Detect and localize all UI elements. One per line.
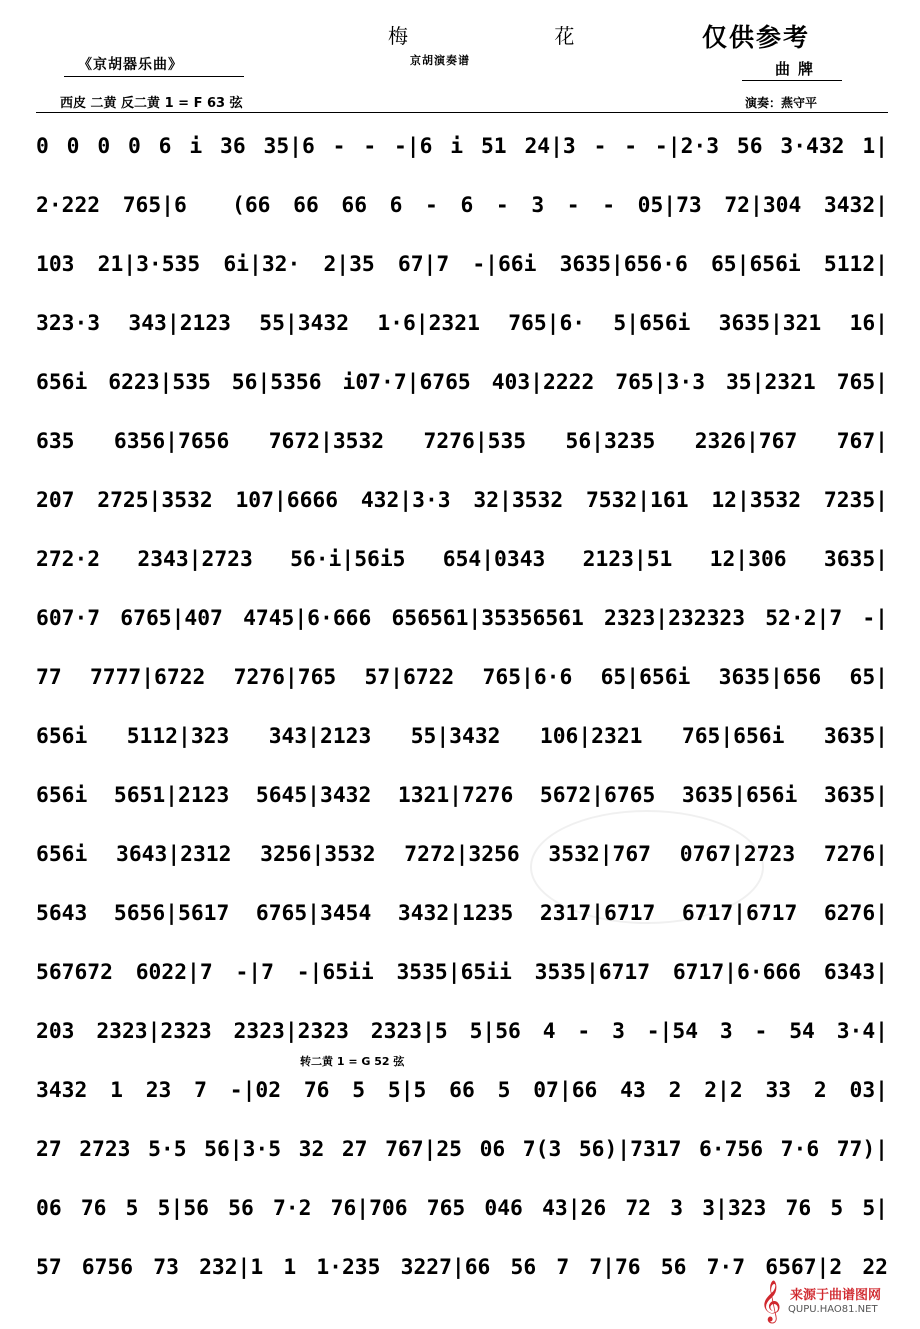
- notation-line-text: 57 6756 73 232|1 1 1·235 3227|66 56 7 7|76 56 7·7 6567|2 22: [36, 1255, 888, 1280]
- notation-line-text: 656i 5651|2123 5645|3432 1321|7276 5672|6765 3635|656i 3635|: [36, 783, 888, 808]
- notation-line: [36, 1076, 888, 1106]
- collection-name: 《京胡器乐曲》: [78, 57, 183, 73]
- notation-line-text: 0 0 0 0 6 i 36 35|6 - - -|6 i 51 24|3 - - -|2·3 56 3·432 1|: [36, 134, 888, 159]
- notation-line: [36, 309, 888, 339]
- notation-line: [36, 250, 888, 280]
- reference-note: 仅供参考: [702, 23, 811, 52]
- notation-line-text: 27 2723 5·5 56|3·5 32 27 767|25 06 7(3 56)|7317 6·756 7·6 77)|: [36, 1137, 888, 1162]
- genre-label: 曲牌: [775, 60, 822, 78]
- notation-line-text: 635 6356|7656 7672|3532 7276|535 56|3235 2326|767 767|: [36, 429, 888, 454]
- notation-line-text: 323·3 343|2123 55|3432 1·6|2321 765|6· 5|656i 3635|321 16|: [36, 311, 888, 336]
- notation-line: [36, 1017, 888, 1047]
- notation-line: [36, 427, 888, 457]
- notation-line-text: 3432 1 23 7 -|02 76 5 5|5 66 5 07|66 43 2 2|2 33 2 03|: [36, 1078, 888, 1103]
- notation-line-text: 207 2725|3532 107|6666 432|3·3 32|3532 7532|161 12|3532 7235|: [36, 488, 888, 513]
- notation-line-text: 2·222 765|6 (66 66 66 6 - 6 - 3 - - 05|73 72|304 3432|: [36, 193, 888, 218]
- performer-credit: 演奏：燕守平: [745, 96, 818, 110]
- music-note-icon: 𝄞: [760, 1281, 782, 1322]
- notation-line-text: 272·2 2343|2723 56·i|56i5 654|0343 2123|51 12|306 3635|: [36, 547, 888, 572]
- notation-line: [36, 191, 888, 221]
- notation-line-text: 103 21|3·535 6i|32· 2|35 67|7 -|66i 3635|656·6 65|656i 5112|: [36, 252, 888, 277]
- notation-line: [36, 1135, 888, 1165]
- notation-line: [36, 781, 888, 811]
- notation-line: [36, 1253, 888, 1283]
- notation-line-text: 203 2323|2323 2323|2323 2323|5 5|56 4 - 3 -|54 3 - 54 3·4|: [36, 1019, 888, 1044]
- header-rule: [36, 112, 888, 113]
- footer-source-text: 来源于曲谱图网: [790, 1288, 882, 1303]
- collection-underline: [64, 76, 244, 77]
- key-change-label: 转二黄 1 = G 52 弦: [300, 1055, 405, 1068]
- notation-line: [36, 899, 888, 929]
- site-footer[interactable]: [760, 1282, 910, 1324]
- footer-url[interactable]: QUPU.HAO81.NET: [788, 1304, 878, 1315]
- notation-line-text: 06 76 5 5|56 56 7·2 76|706 765 046 43|26 72 3 3|323 76 5 5|: [36, 1196, 888, 1221]
- notation-line-text: 77 7777|6722 7276|765 57|6722 765|6·6 65|656i 3635|656 65|: [36, 665, 888, 690]
- notation-line-text: 567672 6022|7 -|7 -|65ii 3535|65ii 3535|6717 6717|6·666 6343|: [36, 960, 888, 985]
- key-signature-info: 西皮 二黄 反二黄 1 = F 63 弦: [60, 96, 243, 111]
- notation-line-text: 656i 3643|2312 3256|3532 7272|3256 3532|767 0767|2723 7276|: [36, 842, 888, 867]
- notation-line: [36, 663, 888, 693]
- score-subtitle: 京胡演奏谱: [410, 54, 470, 67]
- notation-line: [36, 722, 888, 752]
- notation-line-text: 656i 6223|535 56|5356 i07·7|6765 403|2222 765|3·3 35|2321 765|: [36, 370, 888, 395]
- notation-line: [36, 545, 888, 575]
- score-title: 梅 花: [388, 24, 645, 48]
- notation-line-text: 5643 5656|5617 6765|3454 3432|1235 2317|6717 6717|6717 6276|: [36, 901, 888, 926]
- notation-line: [36, 132, 888, 162]
- notation-line: [36, 368, 888, 398]
- notation-line: [36, 486, 888, 516]
- notation-line-text: 656i 5112|323 343|2123 55|3432 106|2321 765|656i 3635|: [36, 724, 888, 749]
- notation-line: [36, 1194, 888, 1224]
- notation-line: [36, 604, 888, 634]
- notation-line: [36, 958, 888, 988]
- genre-underline: [742, 80, 842, 81]
- notation-line-text: 607·7 6765|407 4745|6·666 656561|35356561 2323|232323 52·2|7 -|: [36, 606, 888, 631]
- notation-line: [36, 840, 888, 870]
